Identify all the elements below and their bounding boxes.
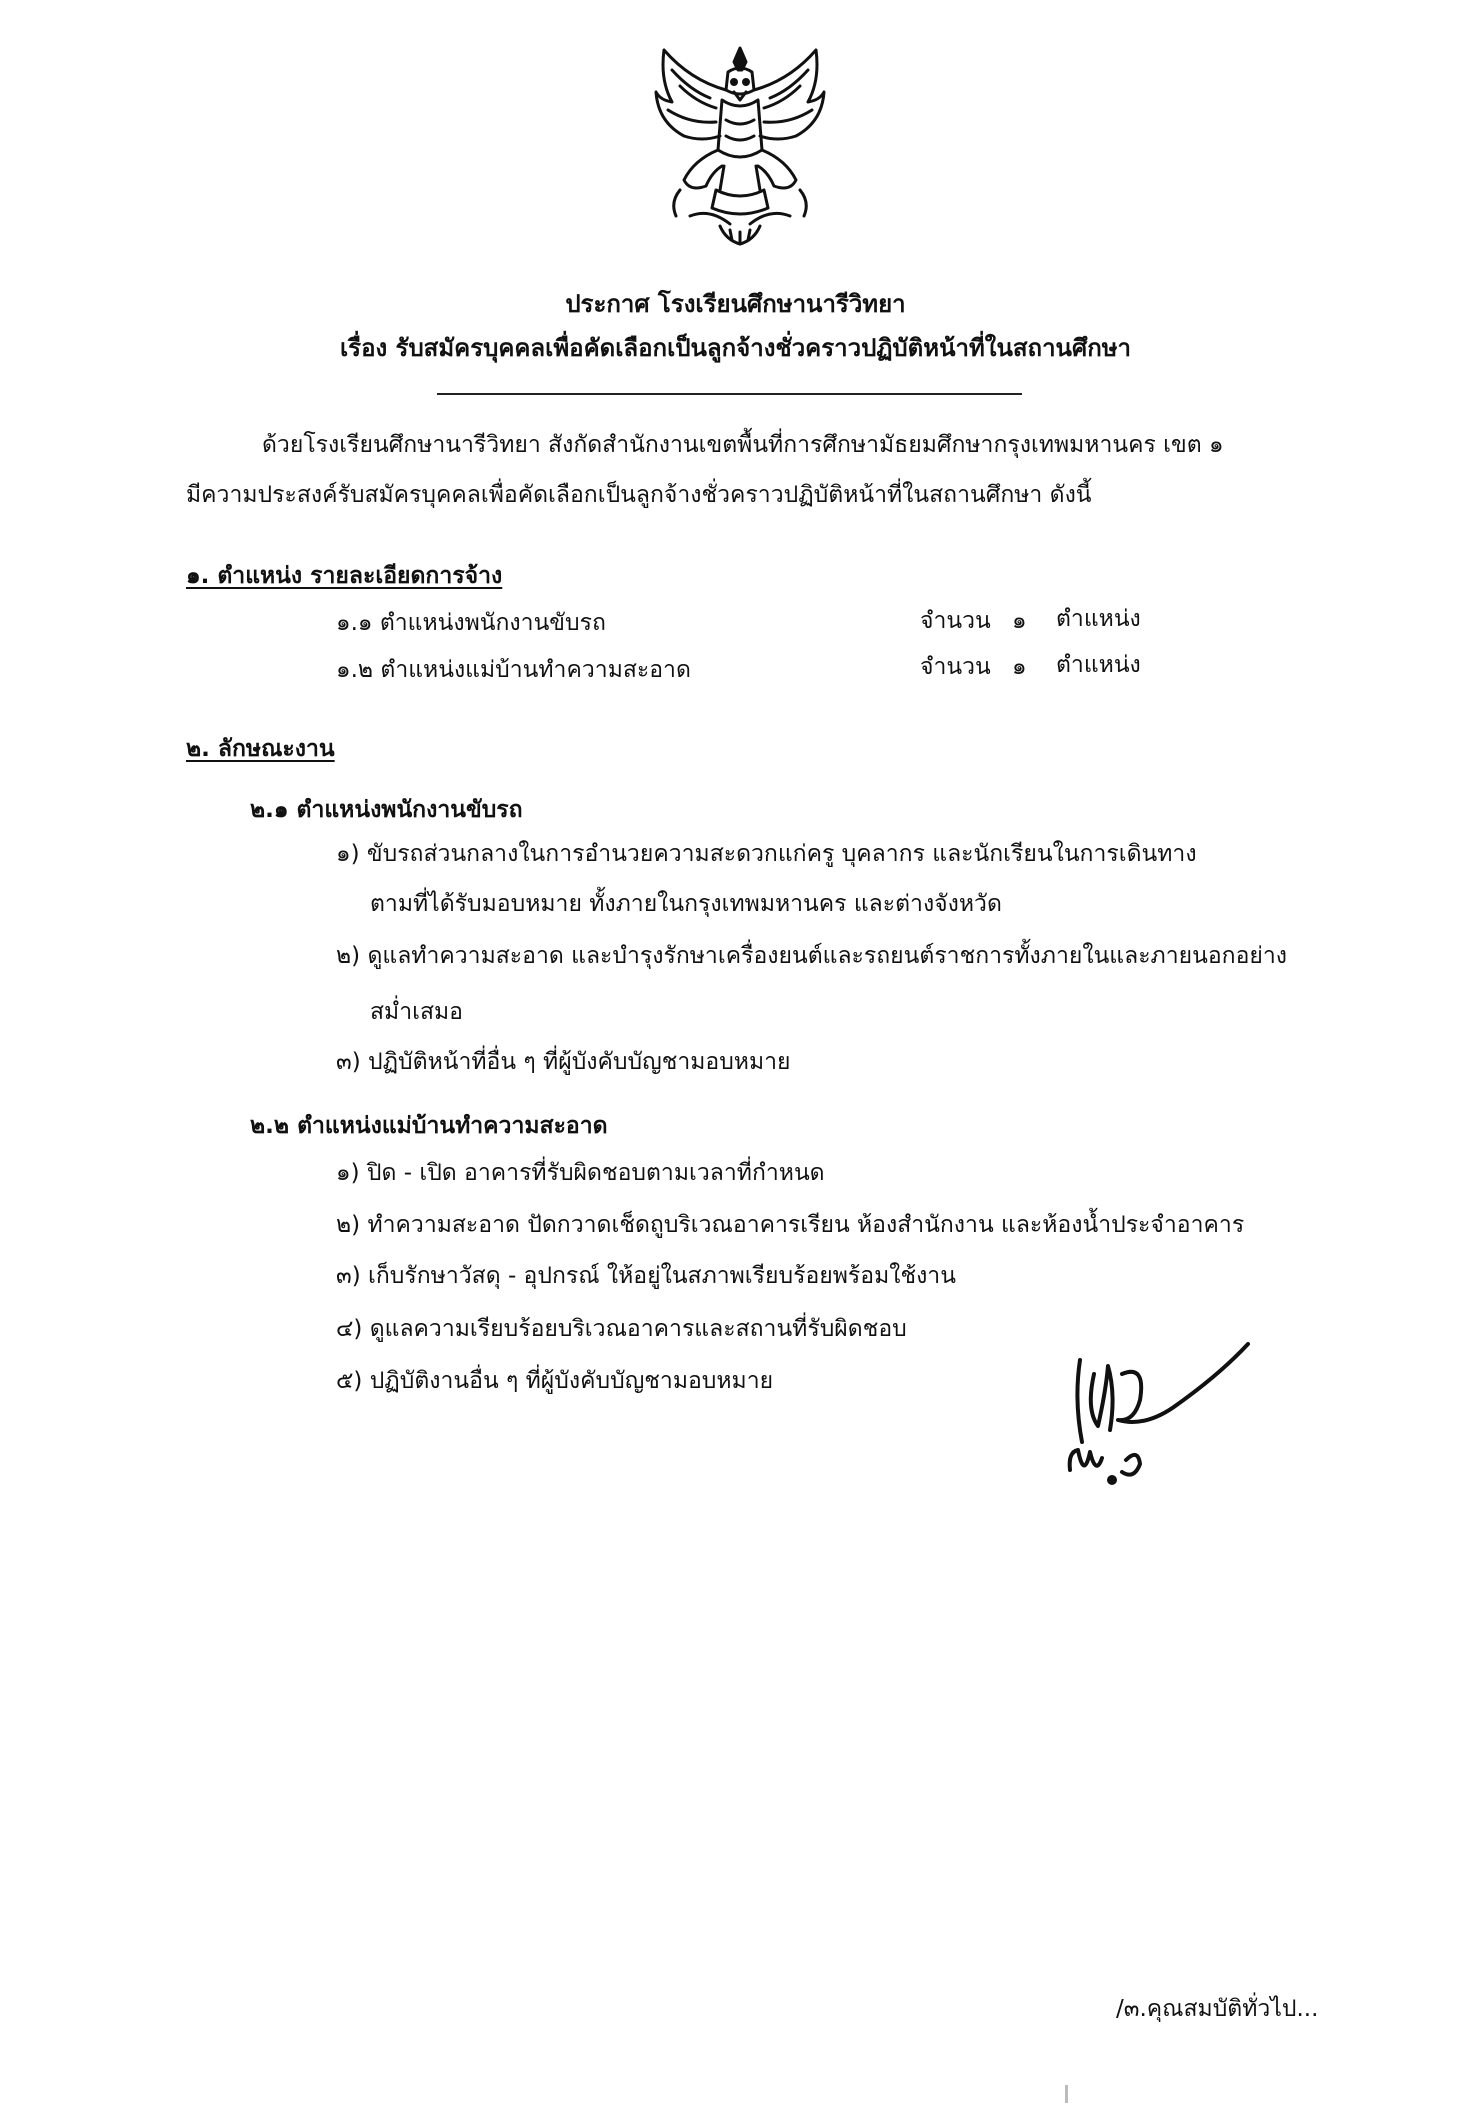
housekeeper-duty-3: ๓) เก็บรักษาวัสดุ - อุปกรณ์ ให้อยู่ในสภาพเรียบร้อยพร้อมใช้งาน (336, 1263, 956, 1289)
housekeeper-duty-4: ๔) ดูแลความเรียบร้อยบริเวณอาคารและสถานที่รับผิดชอบ (336, 1316, 907, 1342)
continued-note: /๓.คุณสมบัติทั่วไป... (1116, 1996, 1319, 2022)
garuda-emblem-icon (650, 40, 830, 250)
driver-duty-1-cont: ตามที่ได้รับมอบหมาย ทั้งภายในกรุงเทพมหานคร และต่างจังหวัด (370, 891, 1002, 917)
position-2-unit: ตำแหน่ง (1056, 652, 1141, 678)
housekeeper-heading: ๒.๒ ตำแหน่งแม่บ้านทำความสะอาด (250, 1113, 608, 1139)
driver-duty-1: ๑) ขับรถส่วนกลางในการอำนวยความสะดวกแก่ครู บุคลากร และนักเรียนในการเดินทาง (336, 841, 1197, 867)
handwritten-signature (1060, 1330, 1260, 1495)
announcement-title: ประกาศ โรงเรียนศึกษานารีวิทยา (565, 290, 906, 318)
position-1-count-label: จำนวน (920, 608, 991, 634)
driver-heading: ๒.๑ ตำแหน่งพนักงานขับรถ (250, 797, 523, 823)
intro-line-2: มีความประสงค์รับสมัครบุคคลเพื่อคัดเลือกเป็นลูกจ้างชั่วคราวปฏิบัติหน้าที่ในสถานศึกษา ดังนี้ (186, 482, 1092, 508)
position-1-count: ๑ (1012, 608, 1027, 634)
housekeeper-duty-2: ๒) ทำความสะอาด ปัดกวาดเช็ดถูบริเวณอาคารเรียน ห้องสำนักงาน และห้องน้ำประจำอาคาร (336, 1212, 1245, 1238)
position-2-label: ๑.๒ ตำแหน่งแม่บ้านทำความสะอาด (336, 657, 691, 683)
announcement-subject: เรื่อง รับสมัครบุคคลเพื่อคัดเลือกเป็นลูกจ้างชั่วคราวปฏิบัติหน้าที่ในสถานศึกษา (339, 334, 1132, 362)
section-2-heading: ๒. ลักษณะงาน (186, 736, 335, 762)
position-1-unit: ตำแหน่ง (1056, 606, 1141, 632)
housekeeper-duty-5: ๕) ปฏิบัติงานอื่น ๆ ที่ผู้บังคับบัญชามอบหมาย (336, 1368, 774, 1394)
title-divider (437, 393, 1022, 395)
driver-duty-2: ๒) ดูแลทำความสะอาด และบำรุงรักษาเครื่องยนต์และรถยนต์ราชการทั้งภายในและภายนอกอย่าง (336, 943, 1288, 969)
scan-mark (1065, 2085, 1068, 2103)
housekeeper-duty-1: ๑) ปิด - เปิด อาคารที่รับผิดชอบตามเวลาที่กำหนด (336, 1160, 825, 1186)
driver-duty-3: ๓) ปฏิบัติหน้าที่อื่น ๆ ที่ผู้บังคับบัญชามอบหมาย (336, 1049, 791, 1075)
section-1-heading: ๑. ตำแหน่ง รายละเอียดการจ้าง (186, 563, 503, 589)
position-2-count: ๑ (1012, 654, 1027, 680)
intro-line-1: ด้วยโรงเรียนศึกษานารีวิทยา สังกัดสำนักงานเขตพื้นที่การศึกษามัธยมศึกษากรุงเทพมหานคร เขต ๑ (262, 432, 1224, 458)
position-1-label: ๑.๑ ตำแหน่งพนักงานขับรถ (336, 610, 606, 636)
position-2-count-label: จำนวน (920, 654, 991, 680)
driver-duty-2-cont: สม่ำเสมอ (370, 999, 463, 1025)
